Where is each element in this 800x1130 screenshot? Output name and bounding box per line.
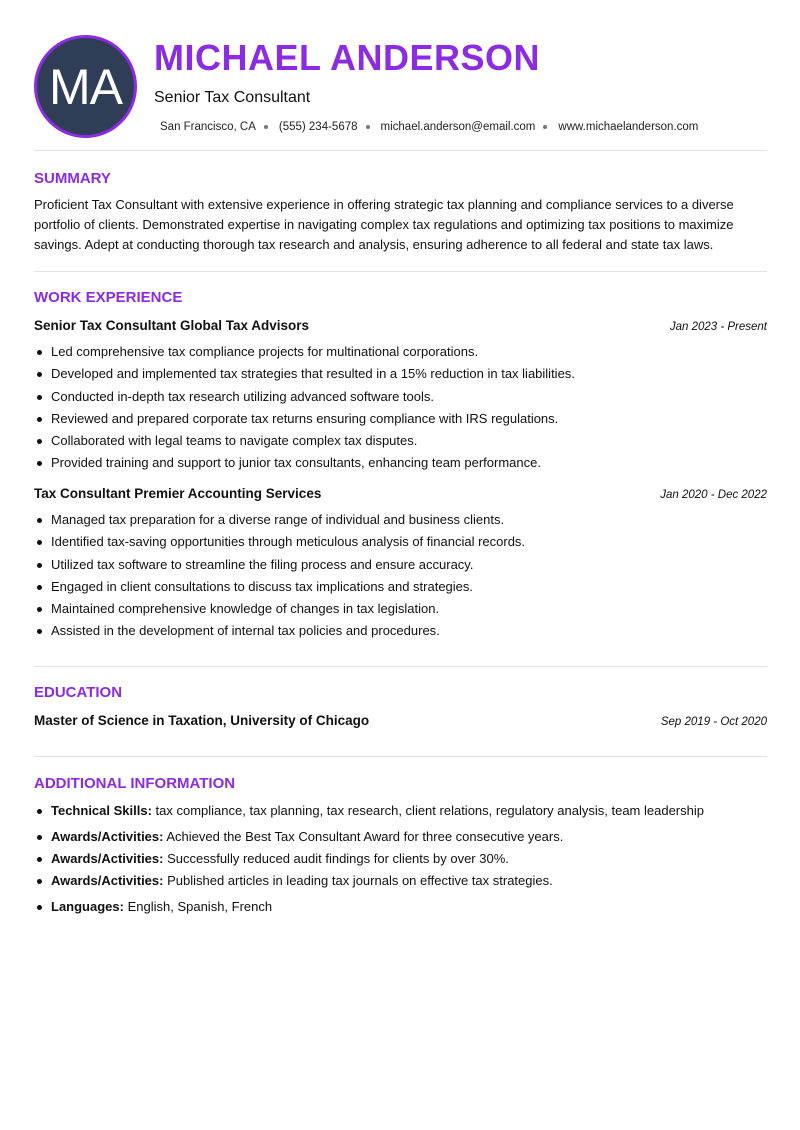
list-item: Provided training and support to junior tax consultants, enhancing team performance. [34,452,767,474]
divider [34,666,767,667]
job-dates: Jan 2020 - Dec 2022 [660,489,767,501]
item-text: Published articles in leading tax journals on effective tax strategies. [163,873,553,888]
job-role: Tax Consultant Premier Accounting Services [34,486,322,501]
contact-website[interactable]: www.michaelanderson.com [558,121,699,133]
list-item [34,899,272,914]
work-experience-heading: WORK EXPERIENCE [34,289,183,306]
list-item [34,829,563,844]
list-item: Utilized tax software to streamline the filing process and ensure accuracy. [34,554,767,576]
summary-heading: SUMMARY [34,170,111,187]
avatar [34,35,137,138]
job-bullet-list [34,341,767,475]
summary-text: Proficient Tax Consultant with extensive experience in offering strategic tax planning and compliance services to a diverse portfolio of clients. Demonstrated expertise in navigating complex tax regulations and optimizing tax positions to maximize savings. Adept at conducting thorough tax research and analysis, ensuring adherence to all federal and state tax laws. [34,197,734,252]
education-degree: Master of Science in Taxation, University of Chicago [34,713,370,728]
job-header [34,318,767,333]
list-item: Engaged in client consultations to discuss tax implications and strategies. [34,576,767,598]
list-item: Led comprehensive tax compliance projects for multinational corporations. [34,341,767,363]
list-item [34,803,704,818]
education-dates: Sep 2019 - Oct 2020 [660,716,767,728]
item-label: Awards/Activities: [51,851,164,866]
divider [34,271,767,272]
education-entry [34,713,767,728]
list-item: Managed tax preparation for a diverse range of individual and business clients. [34,509,767,531]
item-label: Awards/Activities: [51,873,164,888]
item-text: Successfully reduced audit findings for clients by over 30%. [163,851,509,866]
list-item: Developed and implemented tax strategies that resulted in a 15% reduction in tax liabilities. [34,363,767,385]
list-item: Collaborated with legal teams to navigate complex tax disputes. [34,430,767,452]
candidate-title: Senior Tax Consultant [154,89,311,106]
separator-dot [366,125,370,129]
education-heading: EDUCATION [34,684,123,701]
list-item: Assisted in the development of internal tax policies and procedures. [34,620,767,642]
list-item [34,873,553,888]
item-label: Technical Skills: [51,803,152,818]
item-text: tax compliance, tax planning, tax research, client relations, regulatory analysis, team leadership [151,803,704,818]
job-bullet-list [34,509,767,643]
job-role: Senior Tax Consultant Global Tax Advisors [34,318,310,333]
additional-info-heading: ADDITIONAL INFORMATION [34,775,236,792]
contact-email[interactable]: michael.anderson@email.com [380,121,536,133]
contact-location: San Francisco, CA [160,121,256,133]
contact-phone: (555) 234-5678 [278,121,358,133]
contact-bar [160,121,698,133]
separator-dot [264,125,268,129]
list-item: Conducted in-depth tax research utilizing advanced software tools. [34,386,767,408]
item-text: Achieved the Best Tax Consultant Award for three consecutive years. [163,829,564,844]
avatar-initials: MA [49,58,122,115]
divider [34,150,767,151]
list-item [34,851,509,866]
item-text: English, Spanish, French [123,899,273,914]
list-item: Reviewed and prepared corporate tax returns ensuring compliance with IRS regulations. [34,408,767,430]
item-label: Languages: [51,899,124,914]
candidate-name: MICHAEL ANDERSON [154,37,541,78]
divider [34,756,767,757]
list-item: Maintained comprehensive knowledge of changes in tax legislation. [34,598,767,620]
item-label: Awards/Activities: [51,829,164,844]
job-dates: Jan 2023 - Present [669,321,767,333]
separator-dot [543,125,547,129]
job-header [34,486,767,501]
list-item: Identified tax-saving opportunities through meticulous analysis of financial records. [34,531,767,553]
